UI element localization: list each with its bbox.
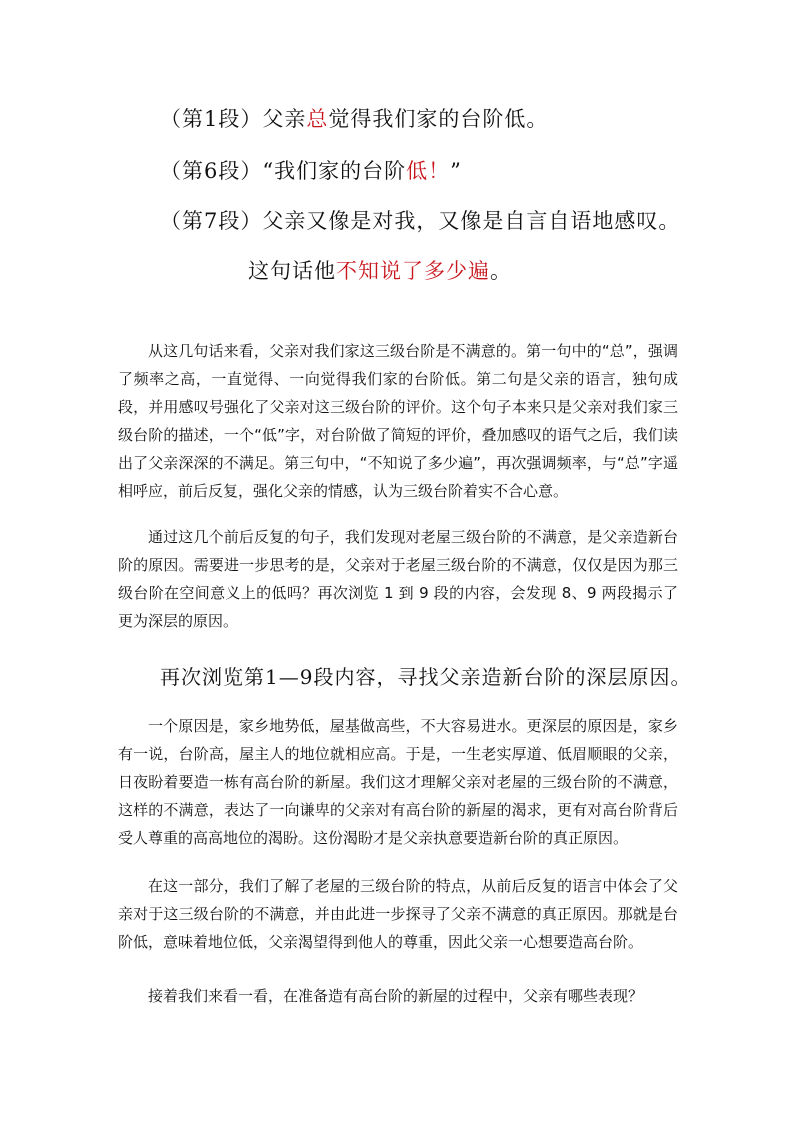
quote-paragraph-1 [160,104,548,134]
quote-2-suffix: ” [450,159,462,183]
quote-4-prefix: 这句话他 [248,259,336,283]
quote-paragraph-6 [160,156,462,186]
body-paragraph-3: 接着我们来看一看，在准备造有高台阶的新屋的过程中，父亲有哪些表现？ [148,987,644,1005]
quote-paragraph-7-cont [248,256,512,286]
quote-3-text: （第7段）父亲又像是对我，又像是自言自语地感叹。 [160,209,681,233]
body-paragraph-2: 在这一部分，我们了解了老屋的三级台阶的特点，从前后反复的语言中体会了父亲对于这三级台阶的不满意，并由此进一步探寻了父亲不满意的真正原因。那就是台阶低，意味着地位低，父亲渴望得到他人的尊重，因此父亲一心想要造高台阶。 [118,877,678,951]
quote-1-prefix: （第1段）父亲 [160,107,307,131]
quote-1-suffix: 觉得我们家的台阶低。 [328,107,549,131]
quote-4-suffix: 。 [490,259,512,283]
section-heading: 再次浏览第1—9段内容，寻找父亲造新台阶的深层原因。 [160,665,692,689]
body-paragraph-1: 一个原因是，家乡地势低，屋基做高些，不大容易进水。更深层的原因是，家乡有一说，台阶高，屋主人的地位就相应高。于是，一生老实厚道、低眉顺眼的父亲，日夜盼着要造一栋有高台阶的新屋。我们这才理解父亲对老屋的三级台阶的不满意，这样的不满意，表达了一向谦卑的父亲对有高台阶的新屋的渴求，更有对高台阶背后受人尊重的高高地位的渴盼。这份渴盼才是父亲执意要造新台阶的真正原因。 [118,717,678,847]
analysis-paragraph-2: 通过这几个前后反复的句子，我们发现对老屋三级台阶的不满意，是父亲造新台阶的原因。需要进一步思考的是，父亲对于老屋三级台阶的不满意，仅仅是因为那三级台阶在空间意义上的低吗？再次浏览 1 到 9 段的内容，会发现 8、9 两段揭示了更为深层的原因。 [118,528,678,630]
quote-1-highlight: 总 [306,107,329,131]
quote-paragraph-7 [160,206,680,236]
quote-2-highlight: 低！ [406,159,451,183]
quote-4-highlight: 不知说了多少遍 [336,259,490,283]
quote-2-prefix: （第6段）“我们家的台阶 [160,159,407,183]
analysis-paragraph-1: 从这几句话来看，父亲对我们家这三级台阶是不满意的。第一句中的“总”，强调了频率之高，一直觉得、一向觉得我们家的台阶低。第二句是父亲的语言，独句成段，并用感叹号强化了父亲对这三级台阶的评价。这个句子本来只是父亲对我们家三级台阶的描述，一个“低”字，对台阶做了简短的评价，叠加感叹的语气之后，我们读出了父亲深深的不满足。第三句中，“不知说了多少遍”，再次强调频率，与“总”字遥相呼应，前后反复，强化父亲的情感，认为三级台阶着实不合心意。 [118,342,678,500]
